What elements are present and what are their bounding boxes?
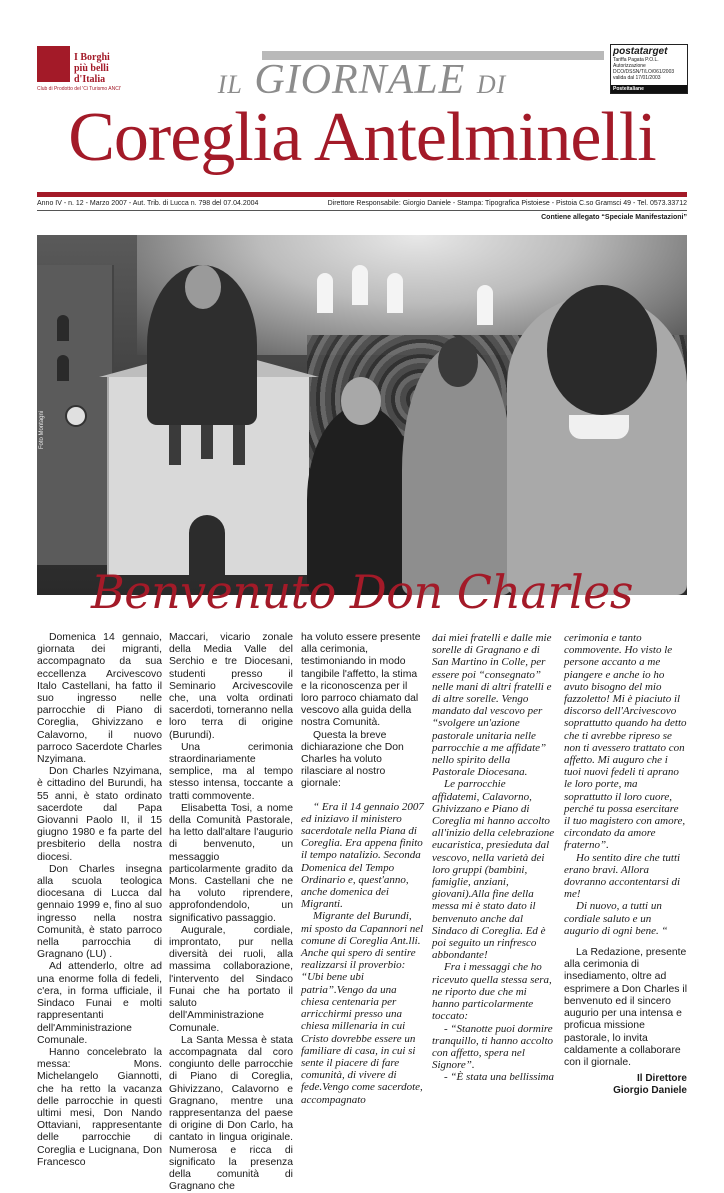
signature-name: Giorgio Daniele (613, 1085, 687, 1097)
logo-line: I Borghi (74, 52, 110, 63)
article-paragraph: Questa la breve dichiarazione che Don Charles ha voluto rilasciare al nostro giornale: (301, 729, 404, 790)
cover-photo-montage (37, 235, 687, 595)
postage-line: Autorizzazione (613, 63, 646, 69)
masthead-giornale: GIORNALE (254, 57, 466, 103)
face (438, 337, 478, 387)
article-paragraph: Maccari, vicario zonale della Media Valle del Serchio e tre Diocesani, studenti presso il Seminario Arcivescovile che, una volta ordinati sacerdoti, torneranno nella loro terra di origine (Burundi). (169, 632, 293, 741)
masthead-di: DI (476, 70, 507, 99)
article-paragraph: ha voluto essere presente alla cerimonia, testimoniando in modo tangibile l'affetto, la stima e la riconoscenza per il loro parroco chiamato dal vescovo alla guida della nostra Comunità. (301, 632, 421, 729)
article-column-5 (564, 632, 687, 1097)
archbishop-figure (147, 265, 257, 425)
quote-paragraph: cerimonia e tanto commovente. Ho visto le persone accanto a me piangere e anche io ho avuto bisogno del mio fazzoletto! Mi è piaciuto il discorso dell'Arcivescovo soprattutto quando ha detto che ti avrebbe ripreso se non ti avessero trattato con affetto. Mi auguro che i tuoi nuovi fedeli ti aprano le loro porte, ma soprattutto il loro cuore, perché tu possa esercitare il tuo magistero con amore, circondato da amore fraterno”. (564, 632, 687, 852)
church-window (387, 273, 403, 313)
logo-subtitle: Club di Prodotto del 'Ci Turismo ANCI' (37, 86, 122, 92)
article-paragraph: Don Charles insegna alla scuola teologica diocesana di Lucca dal gennaio 1999 e, fino al suo ingresso nella nostra Comunità, è stato parroco nella parrocchia di Gragnano (LU) . (37, 863, 162, 961)
logo-line: d'Italia (74, 74, 106, 85)
quote-paragraph: Di nuovo, a tutti un cordiale saluto e un augurio di ogni bene. “ (564, 900, 668, 937)
quote-paragraph: dai miei fratelli e dalle mie sorelle di Gragnano e di San Martino in Colle, per essere poi “consegnato” nelle mani di altri fratelli e di altre sorelle. Vengo mandato dal vescovo per “svolgere un'azione pastorale unitaria nelle parrocchie a me affidate” nello spirito della Pastorale Diocesana. (432, 632, 552, 779)
postage-line: Tariffa Pagata P.O.L. (613, 57, 659, 63)
masthead-rule (37, 192, 687, 197)
church-window (317, 273, 333, 313)
quote-paragraph: Migrante del Burundi, mi sposto da Capannori nel comune di Coreglia Ant.lli. Anche qui spero di sentire realizzarsi il proverbio: “Ubi bene ubi patria”.Vengo da una chiesa centenaria per arricchirmi presso una chiesa millenaria in cui Cristo dovrebbe essere un familiare di casa, in cui si sente il piacere di fare comunità, di vivere di fede.Vengo come sacerdote, accompagnato (301, 910, 424, 1106)
masthead-il: IL (217, 70, 243, 99)
article-paragraph: Una cerimonia straordinariamente semplice, ma al tempo stesso intensa, toccante a tratti commovente. (169, 741, 293, 802)
bell-tower (37, 265, 114, 565)
quote-paragraph: - “È stata una bellissima (444, 1071, 555, 1084)
quote-paragraph: Ho sentito dire che tutti erano bravi. Allora dovranno accontentarsi di me! (564, 851, 681, 901)
article-column-4 (432, 632, 555, 1084)
postage-footer: Posteitaliane (611, 85, 687, 93)
quote-paragraph: “ Era il 14 gennaio 2007 ed iniziavo il ministero sacerdotale nella Piana di Coreglia. Era appena finito il tempo natalizio. Seconda Domenica del Tempo Ordinario e, quest'anno, anche domenica dei Migranti. (301, 800, 424, 911)
quote-paragraph: Le parrocchie affidatemi, Calavorno, Ghivizzano e Piano di Coreglia mi hanno accolto all'inizio della celebrazione eucaristica, presieduta dal vescovo, nella varietà dei loro gruppi (bambini, famiglie, anziani, giovani).Alla fine della messa mi è stato dato il benvenuto anche dal Sindaco di Coreglia. Ed è poi seguito un rinfresco abbondante! (432, 778, 555, 962)
article-paragraph: Don Charles Nzyimana, è cittadino del Burundi, ha 55 anni, è stato ordinato sacerdote dal Papa Giovanni Paolo II, il 15 giugno 1980 e fa parte del presbiterio della nostra diocesi. (37, 766, 162, 863)
masthead-title: Coreglia Antelminelli (68, 99, 656, 176)
postage-stamp (610, 44, 688, 94)
priest-figure (402, 345, 512, 595)
issue-info: Anno IV - n. 12 - Marzo 2007 - Aut. Trib. di Lucca n. 798 del 07.04.2004 (37, 200, 259, 207)
clerical-collar (569, 415, 629, 439)
face (185, 265, 221, 309)
signature-role: Il Direttore (636, 1073, 687, 1085)
quote-block (301, 801, 425, 1106)
editor-info: Direttore Responsabile: Giorgio Daniele - Stampa: Tipografica Pistoiese - Pistoia C.so Gramsci 49 - Tel. 0573.33712 (327, 200, 687, 207)
info-rule (37, 210, 687, 211)
postage-line: DCO/DSSN/T/LO/061/2003 (613, 69, 675, 75)
quote-paragraph: Fra i messaggi che ho ricevuto quella stessa sera, ne riporto due che mi hanno particolarmente toccato: (432, 961, 552, 1023)
logo-line: più belli (74, 63, 109, 74)
article-paragraph: Domenica 14 gennaio, giornata dei migranti, accompagnato da sua eccellenza Arcivescovo Italo Castellani, ha fatto il suo ingresso nelle parrocchie di Piano di Coreglia, Ghivizzano e Calavorno, il nuovo parroco Sacerdote Charles Nzyimana. (37, 632, 162, 766)
supplement-note: Contiene allegato “Speciale Manifestazioni” (541, 214, 687, 221)
church-window (477, 285, 493, 325)
tower-window (57, 315, 69, 341)
article-column-1 (37, 632, 162, 1169)
article-paragraph: La Santa Messa è stata accompagnata dal coro congiunto delle parrocchie di Piano di Coreglia, Ghivizzano, Calavorno e Gragnano, mentre una rappresentanza del paese di origine di Don Carlo, ha cantato in lingua originale. Numerosa e ricca di significato la presenza della comunità di Gragnano che (169, 1034, 293, 1193)
signature (564, 1073, 687, 1097)
article-paragraph: Augurale, cordiale, improntato, pur nella diversità dei ruoli, alla massima collaborazione, l'intervento del Sindaco Funai che ha portato il saluto dell'Amministrazione Comunale. (169, 924, 293, 1034)
article-paragraph: Elisabetta Tosi, a nome della Comunità Pastorale, ha letto dall'altare l'augurio di benvenuto, un messaggio particolarmente gradito da Mons. Castellani che ne ha voluto riprendere, approfondendolo, un significativo passaggio. (169, 802, 293, 924)
postage-title: postatarget (613, 46, 668, 57)
article-paragraph: Ad attenderlo, oltre ad una enorme folla di fedeli, c'era, in forma ufficiale, il Sindaco Funai e molti rappresentanti dell'Amministrazione Comunale. (37, 961, 162, 1046)
quote-block (564, 632, 687, 937)
article-column-2 (169, 632, 293, 1193)
photo-credit: Foto Montagni (39, 410, 46, 450)
tower-window (57, 355, 69, 381)
face (547, 285, 657, 415)
don-charles-portrait (507, 295, 687, 595)
clock-icon (65, 405, 87, 427)
article-paragraph: La Redazione, presente alla cerimonia di insediamento, oltre ad esprimere a Don Charles il benvenuto ed il sincero augurio per una intensa e proficua missione pastorale, lo invita caldamente a collaborare con il giornale. (564, 947, 688, 1068)
article-column-3 (301, 632, 425, 1106)
headline: Benvenuto Don Charles (90, 565, 634, 619)
face (341, 377, 381, 425)
church-window (352, 265, 368, 305)
postage-line: valida dal 17/01/2003 (613, 75, 661, 81)
quote-paragraph: - “Stanotte puoi dormire tranquillo, ti hanno accolto con affetto, spera nel Signore”. (432, 1022, 553, 1072)
article-paragraph: Hanno concelebrato la messa: Mons. Michelangelo Giannotti, che ha retto la vacanza delle parrocchie in questi ultimi mesi, Don Nando Ottaviani, rappresentante delle parrocchie di Coreglia e Lucignana, Don Francesco (37, 1046, 162, 1168)
